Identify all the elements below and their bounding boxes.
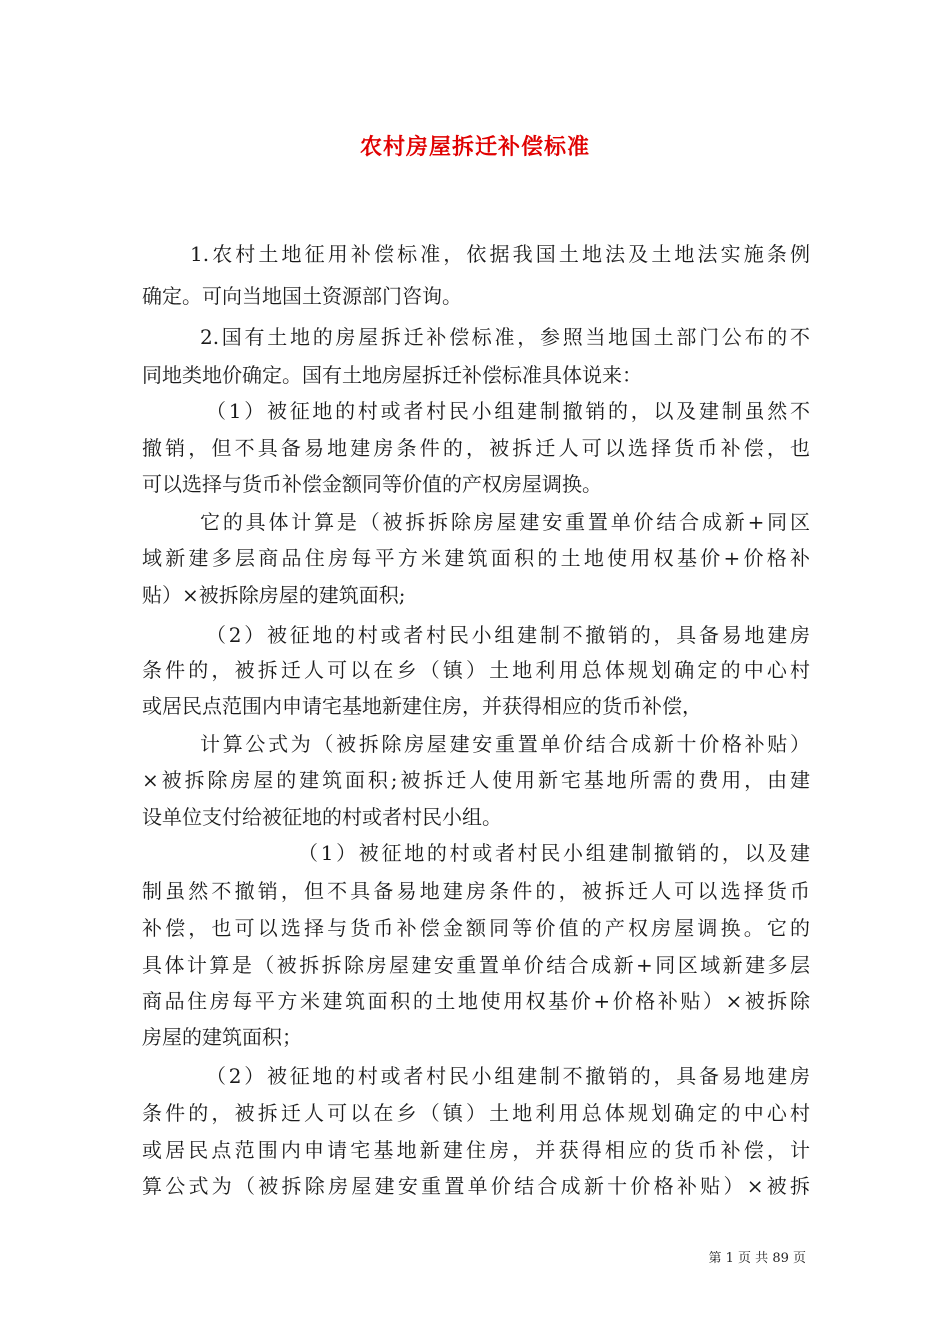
paragraph-line: 制虽然不撤销，但不具备易地建房条件的，被拆迁人可以选择货币 bbox=[142, 879, 810, 903]
paragraph-line: 房屋的建筑面积； bbox=[142, 1025, 302, 1049]
paragraph-line: ×被拆除房屋的建筑面积;被拆迁人使用新宅基地所需的费用，由建 bbox=[142, 768, 810, 792]
paragraph-line: 算公式为（被拆除房屋建安重置单价结合成新十价格补贴）×被拆 bbox=[142, 1174, 810, 1198]
paragraph-line: 商品住房每平方米建筑面积的土地使用权基价+价格补贴）×被拆除 bbox=[142, 989, 810, 1013]
paragraph-line: 域新建多层商品住房每平方米建筑面积的土地使用权基价+价格补 bbox=[142, 546, 810, 570]
paragraph-line: 或居民点范围内申请宅基地新建住房，并获得相应的货币补偿， bbox=[142, 694, 702, 718]
paragraph-line: 2.国有土地的房屋拆迁补偿标准，参照当地国土部门公布的不 bbox=[200, 325, 810, 349]
paragraph-line: 确定。可向当地国土资源部门咨询。 bbox=[142, 284, 462, 308]
paragraph-line: 同地类地价确定。国有土地房屋拆迁补偿标准具体说来： bbox=[142, 363, 642, 387]
paragraph-line: 1.农村土地征用补偿标准，依据我国土地法及土地法实施条例 bbox=[190, 242, 810, 266]
paragraph-line: 条件的，被拆迁人可以在乡（镇）土地利用总体规划确定的中心村 bbox=[142, 1101, 810, 1125]
paragraph-line: （2）被征地的村或者村民小组建制不撤销的，具备易地建房 bbox=[206, 1064, 810, 1088]
paragraph-line: 计算公式为（被拆除房屋建安重置单价结合成新十价格补贴） bbox=[200, 732, 810, 756]
paragraph-line: （1）被征地的村或者村民小组建制撤销的，以及建制虽然不 bbox=[206, 399, 810, 423]
page-number: 第 1 页 共 89 页 bbox=[708, 1251, 806, 1266]
paragraph-line: 它的具体计算是（被拆拆除房屋建安重置单价结合成新+同区 bbox=[200, 510, 810, 534]
paragraph-line: （1）被征地的村或者村民小组建制撤销的，以及建 bbox=[298, 841, 810, 865]
paragraph-line: 可以选择与货币补偿金额同等价值的产权房屋调换。 bbox=[142, 472, 602, 496]
paragraph-line: 或居民点范围内申请宅基地新建住房，并获得相应的货币补偿，计 bbox=[142, 1138, 810, 1162]
document-title: 农村房屋拆迁补偿标准 bbox=[359, 135, 590, 160]
paragraph-line: （2）被征地的村或者村民小组建制不撤销的，具备易地建房 bbox=[206, 623, 810, 647]
paragraph-line: 补偿，也可以选择与货币补偿金额同等价值的产权房屋调换。它的 bbox=[142, 916, 810, 940]
paragraph-line: 具体计算是（被拆拆除房屋建安重置单价结合成新+同区域新建多层 bbox=[142, 953, 810, 977]
paragraph-line: 撤销，但不具备易地建房条件的，被拆迁人可以选择货币补偿，也 bbox=[142, 436, 810, 460]
paragraph-line: 贴）×被拆除房屋的建筑面积; bbox=[142, 583, 406, 607]
paragraph-line: 条件的，被拆迁人可以在乡（镇）土地利用总体规划确定的中心村 bbox=[142, 658, 810, 682]
paragraph-line: 设单位支付给被征地的村或者村民小组。 bbox=[142, 805, 502, 829]
